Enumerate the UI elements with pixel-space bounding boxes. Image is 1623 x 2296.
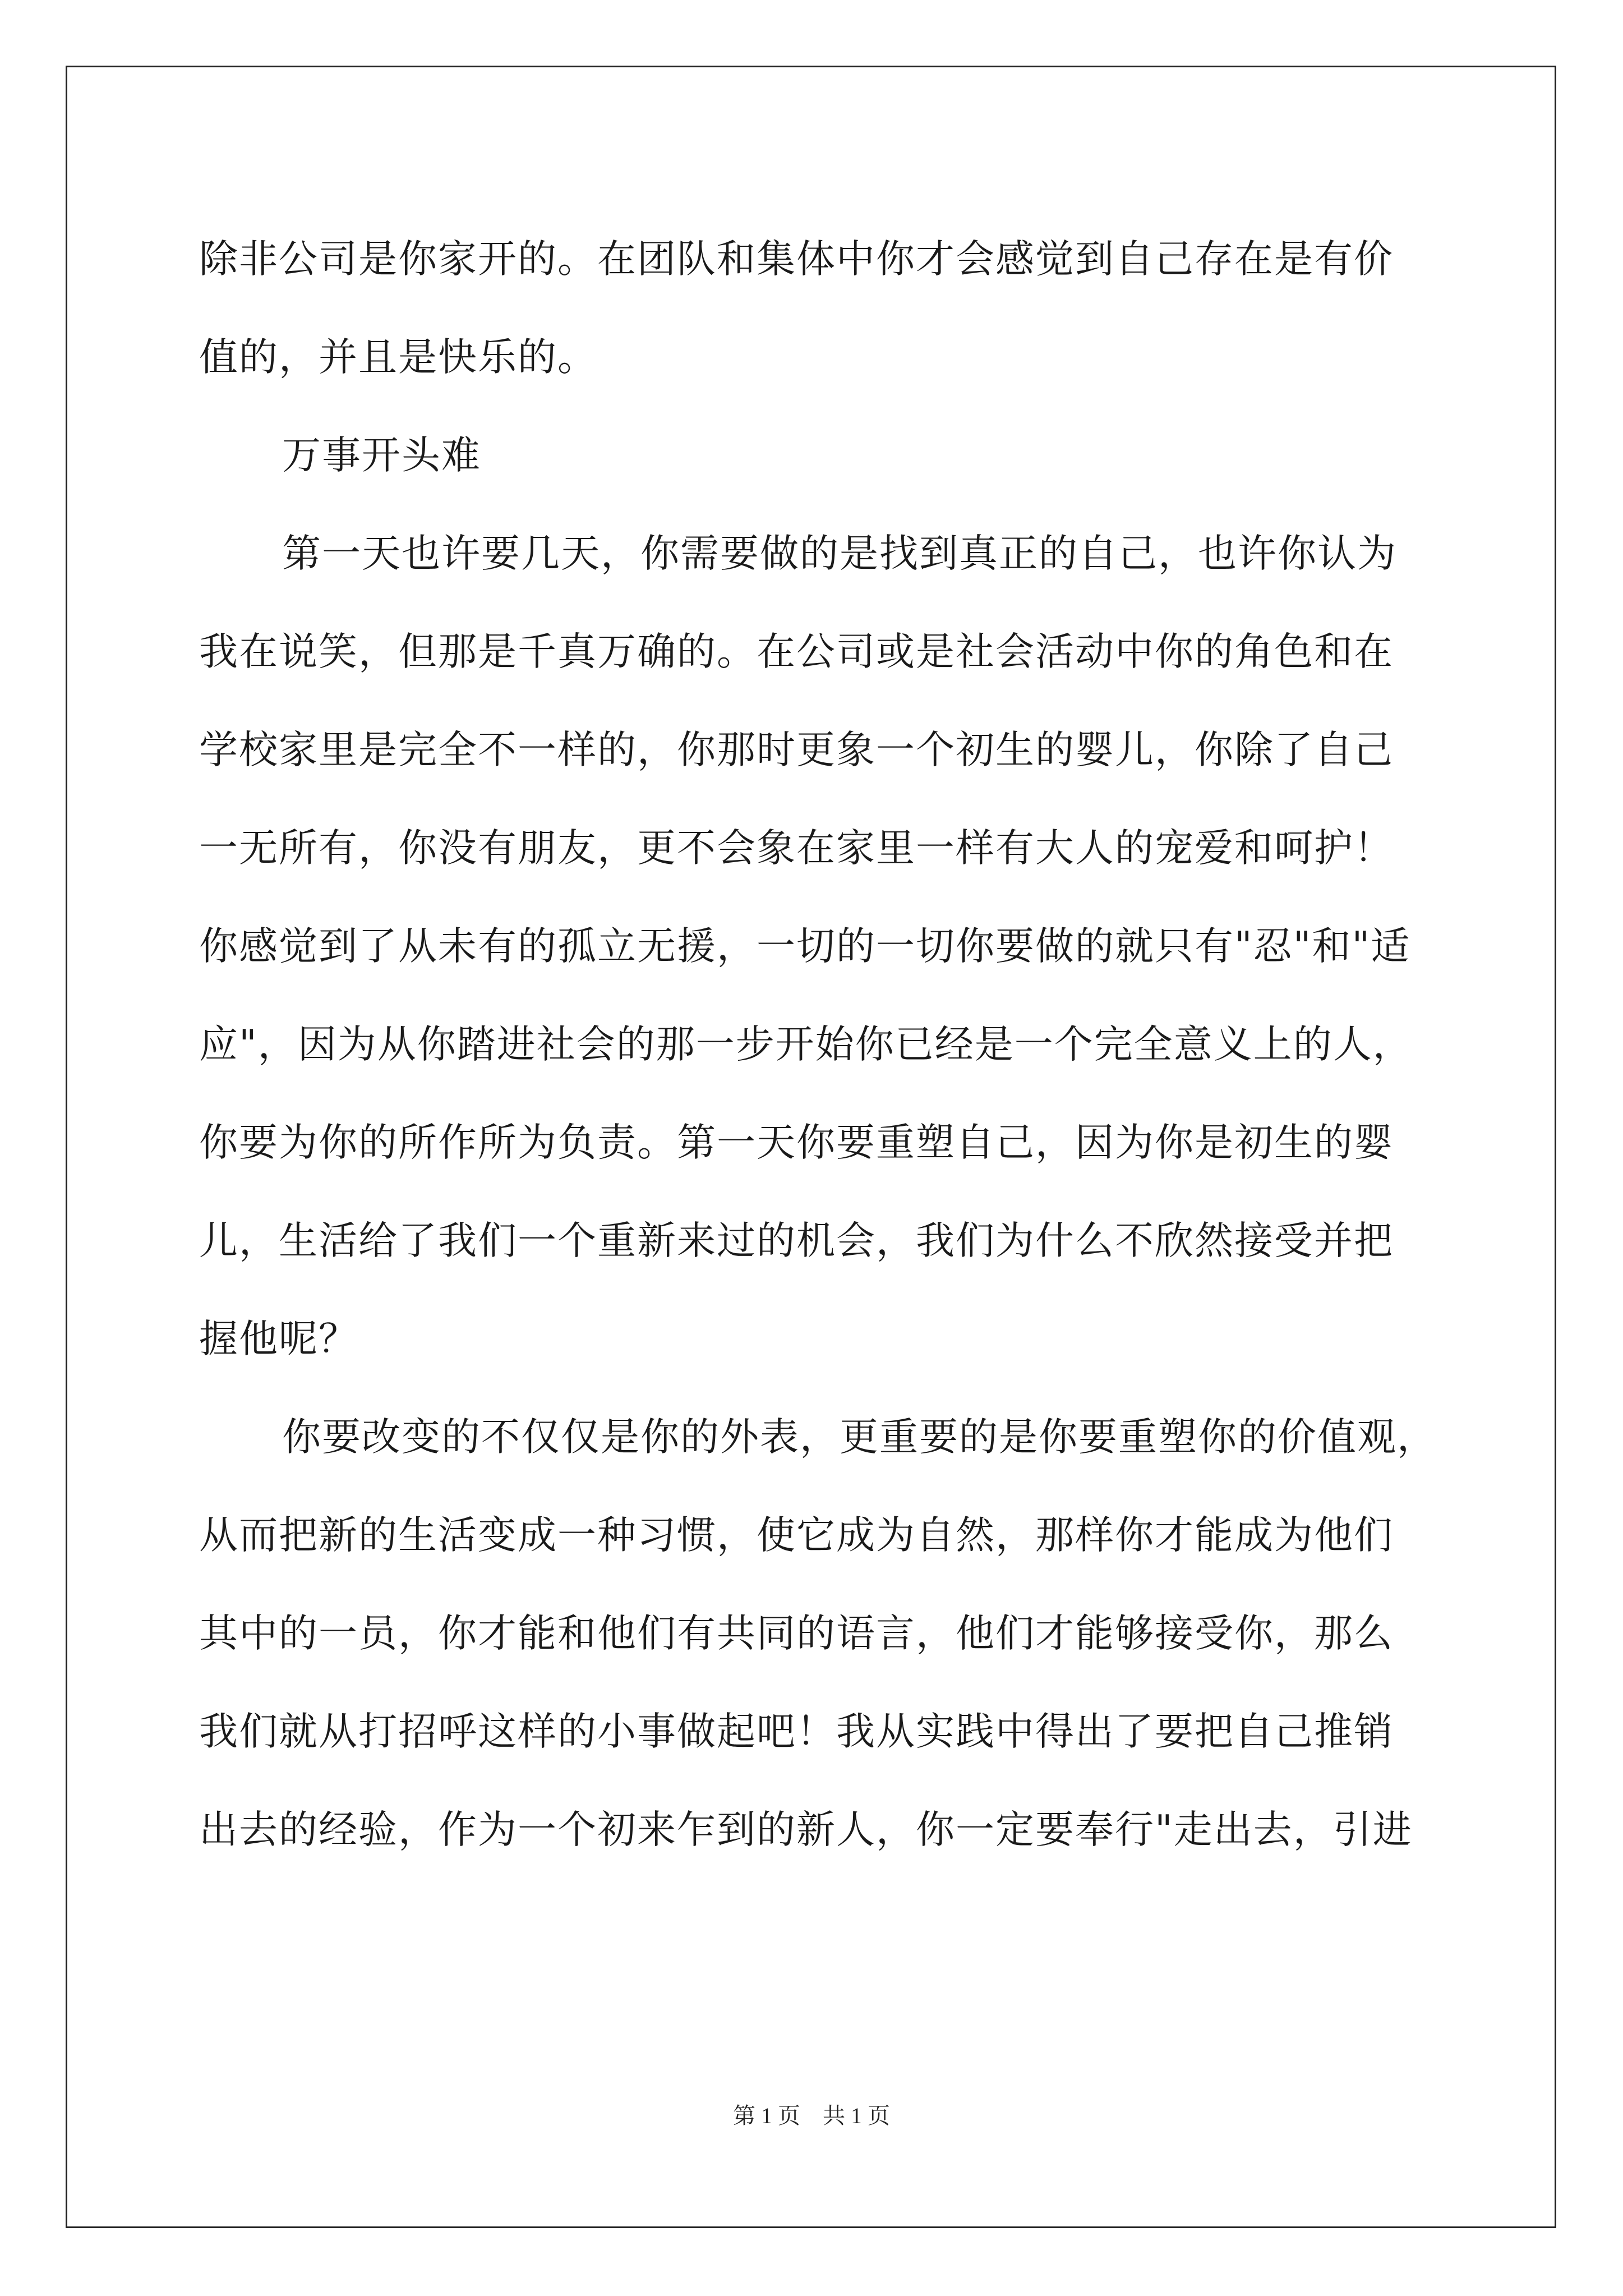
text-line: 握他呢？ <box>199 1317 358 1361</box>
text-line: 你要改变的不仅仅是你的外表，更重要的是你要重塑你的价值观， <box>282 1415 1437 1460</box>
section-heading: 万事开头难 <box>282 433 481 478</box>
text-line: 儿，生活给了我们一个重新来过的机会，我们为什么不欣然接受并把 <box>199 1218 1394 1263</box>
text-line: 我们就从打招呼这样的小事做起吧！我从实践中得出了要把自己推销 <box>199 1709 1394 1754</box>
text-line: 应"，因为从你踏进社会的那一步开始你已经是一个完全意义上的人， <box>199 1022 1413 1067</box>
text-line: 一无所有，你没有朋友，更不会象在家里一样有大人的宠爱和呵护！ <box>199 826 1394 871</box>
text-line: 第一天也许要几天，你需要做的是找到真正的自己，也许你认为 <box>282 531 1397 576</box>
text-line: 你要为你的所作所为负责。第一天你要重塑自己，因为你是初生的婴 <box>199 1120 1394 1165</box>
text-line: 从而把新的生活变成一种习惯，使它成为自然，那样你才能成为他们 <box>199 1513 1394 1558</box>
text-line: 出去的经验，作为一个初来乍到的新人，你一定要奉行"走出去，引进 <box>199 1807 1413 1852</box>
text-line: 学校家里是完全不一样的，你那时更象一个初生的婴儿，你除了自己 <box>199 728 1394 772</box>
text-line: 除非公司是你家开的。在团队和集体中你才会感觉到自己存在是有价 <box>199 237 1394 282</box>
text-line: 值的，并且是快乐的。 <box>199 335 597 380</box>
text-line: 我在说笑，但那是千真万确的。在公司或是社会活动中你的角色和在 <box>199 629 1394 674</box>
text-line: 其中的一员，你才能和他们有共同的语言，他们才能够接受你，那么 <box>199 1611 1394 1656</box>
document-body <box>199 210 1444 1879</box>
text-line: 你感觉到了从未有的孤立无援，一切的一切你要做的就只有"忍"和"适 <box>199 924 1411 969</box>
page-footer: 第 1 页 共 1 页 <box>733 2103 890 2128</box>
